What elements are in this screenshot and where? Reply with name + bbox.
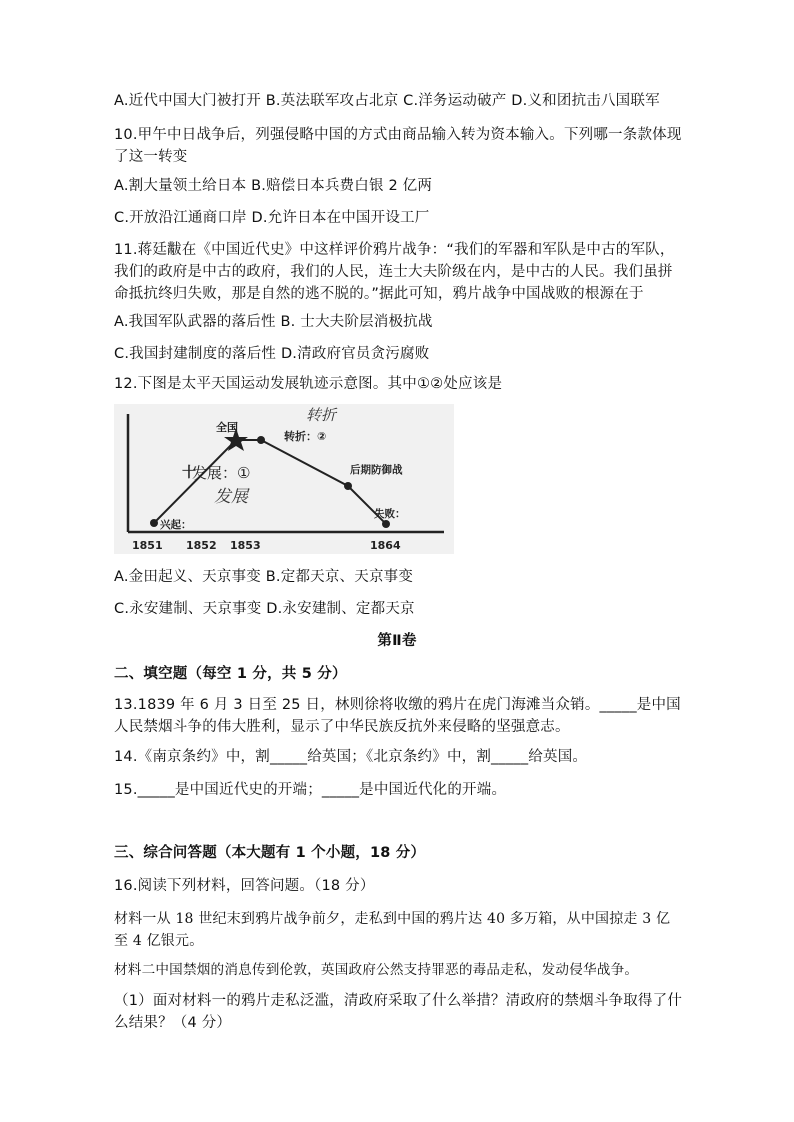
q12-options-ab: A.金田起义、天京事变 B.定都天京、天京事变 — [114, 569, 414, 585]
year-1852: 1852 — [186, 539, 217, 552]
label-qiyi: 兴起： — [160, 519, 192, 531]
point-zhuanzhe — [257, 436, 265, 444]
cross-mark-icon: 十 — [182, 465, 196, 481]
handwritten-zhuanzhe: 转折 — [306, 406, 337, 424]
material-1: 材料一从 18 世纪末到鸦片战争前夕，走私到中国的鸦片达 40 多万箱，从中国掠走 3 亿至 4 亿银元。 — [114, 911, 671, 949]
q15: 15._____是中国近代史的开端；_____是中国近代化的开端。 — [114, 782, 507, 798]
q9-options: A.近代中国大门被打开 B.英法联军攻占北京 C.洋务运动破产 D.义和团抗击八国联军 — [114, 93, 660, 109]
point-shibai — [382, 520, 390, 528]
q10-options-ab: A.割大量领土给日本 B.赔偿日本兵费白银 2 亿两 — [114, 178, 433, 194]
handwritten-fazhan: 发展 — [214, 487, 248, 507]
material-2: 材料二中国禁烟的消息传到伦敦，英国政府公然支持罪恶的毒品走私，发动侵华战争。 — [114, 962, 639, 978]
q11-options-cd: C.我国封建制度的落后性 D.清政府官员贪污腐败 — [114, 346, 430, 362]
q11-options-ab: A.我国军队武器的落后性 B. 士大夫阶层消极抗战 — [114, 314, 433, 330]
label-houqi: 后期防御战 — [350, 464, 403, 476]
point-qiyi — [150, 519, 158, 527]
label-zhuanzhe: 转折：② — [284, 430, 327, 443]
label-quanguo: 全国 — [216, 421, 238, 434]
q12-options-cd: C.永安建制、天京事变 D.永安建制、定都天京 — [114, 601, 415, 617]
q10-options-cd: C.开放沿江通商口岸 D.允许日本在中国开设工厂 — [114, 210, 430, 226]
label-shibai: 失败： — [374, 508, 406, 520]
q10-stem: 10.甲午中日战争后，列强侵略中国的方式由商品输入转为资本输入。下列哪一条款体现了这一转变 — [114, 127, 682, 165]
point-houqi — [344, 482, 352, 490]
q12-stem: 12.下图是太平天国运动发展轨迹示意图。其中①②处应该是 — [114, 376, 503, 392]
q14: 14.《南京条约》中，割_____给英国；《北京条约》中，割_____给英国。 — [114, 749, 588, 765]
q16-stem: 16.阅读下列材料，回答问题。（18 分） — [114, 878, 375, 894]
q16-sub1: （1）面对材料一的鸦片走私泛滥，清政府采取了什么举措？清政府的禁烟斗争取得了什么结果？（4 分） — [114, 993, 683, 1031]
q13: 13.1839 年 6 月 3 日至 25 日，林则徐将收缴的鸦片在虎门海滩当众销。_____是中国人民禁烟斗争的伟大胜利，显示了中华民族反抗外来侵略的坚强意志。 — [114, 697, 681, 735]
taiping-timeline-diagram — [114, 404, 454, 554]
year-1853: 1853 — [230, 539, 261, 552]
year-1864: 1864 — [370, 539, 401, 552]
q11-stem: 11.蒋廷黻在《中国近代史》中这样评价鸦片战争：“我们的军器和军队是中古的军队，我们的政府是中古的政府，我们的人民，连士大夫阶级在内，是中古的人民。我们虽拼命抵抗终归失败，那是自然的逃不脱的。”据此可知，鸦片战争中国战败的根源在于 — [114, 242, 675, 302]
label-fazhan: 发展：① — [192, 464, 251, 482]
year-1851: 1851 — [132, 539, 163, 552]
section3-heading: 三、综合问答题（本大题有 1 个小题，18 分） — [114, 845, 426, 861]
section2-heading: 二、填空题（每空 1 分，共 5 分） — [114, 666, 347, 682]
taiping-timeline-svg — [114, 404, 454, 554]
volume-title: 第Ⅱ卷 — [377, 633, 417, 649]
